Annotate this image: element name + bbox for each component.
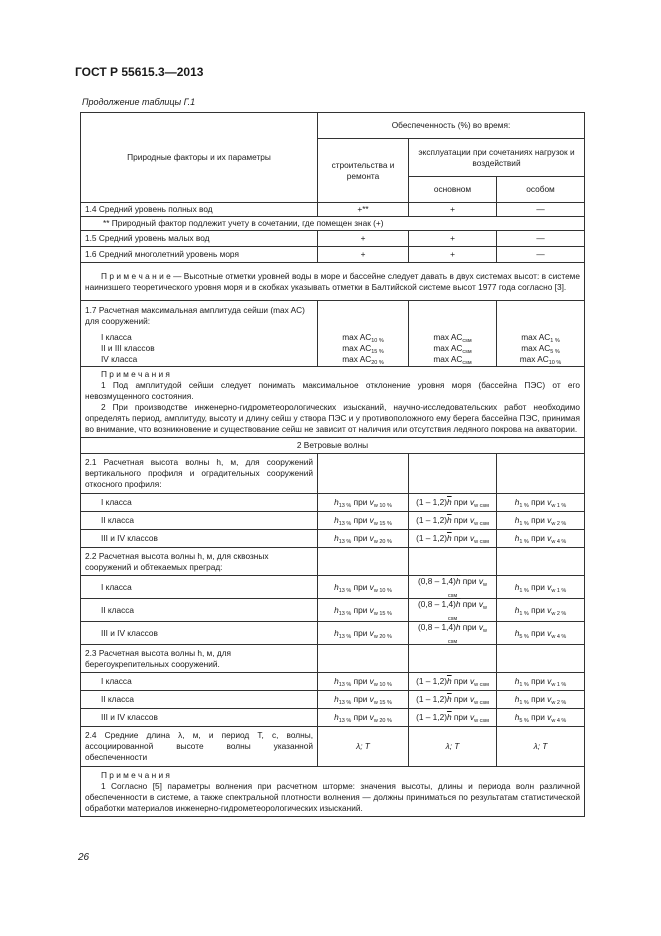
cell-2-3-2-b: $(1 - 1,2)\overline{h}$ при $v_{w csм}$ [409, 691, 497, 709]
cell-2-2-2-a: $h_{13 \%}$ при $v_{w 15 \%}$ [318, 599, 409, 622]
row-1-5-main: + [409, 231, 497, 247]
cell-2-2-1-c: $h_{1 \%}$ при $v_{w 1 \%}$ [497, 576, 585, 599]
header-construction: строительства и ремонта [318, 139, 409, 203]
cell-2-1-3-c: $h_{1 \%}$ при $v_{w 4 \%}$ [497, 530, 585, 548]
row-2-3-class-1: I класса [81, 673, 318, 691]
cell-2-3-3-b: $(1 - 1,2)\overline{h}$ при $v_{w csм}$ [409, 709, 497, 727]
cell-2-3-2-c: $h_{1 \%}$ при $v_{w 2 \%}$ [497, 691, 585, 709]
note-levels-text: — Высотные отметки уровней воды в море и бассейне следует давать в двух системах высот: в системе наинизшего теоретического уровня моря и в скобках указывать отметки в Балтийской системе высот 1977 года согласно [3]. [85, 270, 581, 292]
row-1-4-footnote: ** Природный фактор подлежит учету в сочетании, где помещен знак (+) [81, 217, 585, 231]
row-1-4-label: 1.4 Средний уровень полных вод [81, 203, 318, 217]
row-2-3-class-2: II класса [81, 691, 318, 709]
cell-2-1-2-a: $h_{13 \%}$ при $v_{w 15 \%}$ [318, 512, 409, 530]
notes-waves-1: 1 Согласно [5] параметры волнения при расчетном шторме: значения высоты, длины и периода волн различной обеспеченности в системе, а также спектральной плотности волнения — должны приниматься по результатам статистической обработки материалов инженерно-гидрометеорологических изысканий. [85, 780, 580, 813]
notes-seiche [81, 367, 585, 438]
cell-2-4-b: λ; T [409, 727, 497, 767]
section-wind-waves: 2 Ветровые волны [81, 438, 585, 454]
header-special: особом [497, 177, 585, 203]
row-1-5-special: — [497, 231, 585, 247]
cell-2-2-3-a: $h_{13 \%}$ при $v_{w 20 \%}$ [318, 622, 409, 645]
cell-2-1-2-b: $(1 - 1,2)\overline{h}$ при $v_{w csм}$ [409, 512, 497, 530]
row-1-7-main: $\max AC_{csм}$ $\max AC_{csм}$ $\max AC_{csм}$ [409, 331, 497, 367]
table-g1 [80, 112, 585, 817]
notes-seiche-2: 2 При производстве инженерно-гидрометеорологических изысканий, научно-исследовательских работ необходимо определять период, амплитуду, высоту и длину сейш у створа ПЭС и у противоположного ему берега бассейна ПЭС, принимая во внимание, что возникновение и существование сейш не зависит от наличия или отсутствия ледяного покрова на акватории. [85, 402, 580, 434]
row-1-4-special: — [497, 203, 585, 217]
row-1-6-label: 1.6 Средний многолетний уровень моря [81, 247, 318, 263]
cell-2-2-1-b: $(0,8 - 1,4)\overline{h}$ при $v_{w csм}$ [409, 576, 497, 599]
cell-2-3-1-a: $h_{13 \%}$ при $v_{w 10 \%}$ [318, 673, 409, 691]
header-factors: Природные факторы и их параметры [81, 113, 318, 203]
row-1-6-construction: + [318, 247, 409, 263]
cell-2-2-3-c: $h_{5 \%}$ при $v_{w 4 \%}$ [497, 622, 585, 645]
row-1-5-construction: + [318, 231, 409, 247]
notes-seiche-title: П р и м е ч а н и я [101, 369, 170, 379]
row-1-5-label: 1.5 Средний уровень малых вод [81, 231, 318, 247]
cell-2-3-1-c: $h_{1 \%}$ при $v_{w 1 \%}$ [497, 673, 585, 691]
cell-2-4-a: λ; T [318, 727, 409, 767]
row-1-6-main: + [409, 247, 497, 263]
cell-2-3-3-c: $h_{5 \%}$ при $v_{w 4 \%}$ [497, 709, 585, 727]
row-2-3-label: 2.3 Расчетная высота волны h, м, для берегоукрепительных сооружений. [81, 645, 318, 673]
class-1: I класса [101, 331, 132, 342]
header-operation: эксплуатации при сочетаниях нагрузок и воздействий [409, 139, 585, 177]
cell-2-1-2-c: $h_{1 \%}$ при $v_{w 2 \%}$ [497, 512, 585, 530]
notes-waves-title: П р и м е ч а н и я [101, 769, 170, 780]
row-2-1-class-2: II класса [81, 512, 318, 530]
cell-2-4-c: λ; T [497, 727, 585, 767]
notes-waves [81, 767, 585, 817]
document-code: ГОСТ Р 55615.3—2013 [75, 65, 204, 79]
row-1-4-construction: +** [318, 203, 409, 217]
row-1-7-classes [81, 331, 318, 367]
cell-2-3-3-a: $h_{13 \%}$ при $v_{w 20 \%}$ [318, 709, 409, 727]
row-1-4-main: + [409, 203, 497, 217]
row-1-7-label: 1.7 Расчетная максимальная амплитуда сейши (max AC) для сооружений: [81, 301, 318, 331]
row-2-2-label: 2.2 Расчетная высота волны h, м, для сквозных сооружений и обтекаемых преград: [81, 548, 318, 576]
row-2-2-class-3-4: III и IV классов [81, 622, 318, 645]
cell-2-3-2-a: $h_{13 \%}$ при $v_{w 15 \%}$ [318, 691, 409, 709]
cell-2-3-1-b: $(1 - 1,2)\overline{h}$ при $v_{w csм}$ [409, 673, 497, 691]
class-4: IV класса [101, 353, 138, 364]
row-1-7-special: $\max AC_{1 \%}$ $\max AC_{5 \%}$ $\max AC_{10 \%}$ [497, 331, 585, 367]
class-2-3: II и III классов [101, 342, 155, 353]
row-1-6-special: — [497, 247, 585, 263]
table-continuation-caption: Продолжение таблицы Г.1 [82, 97, 196, 107]
cell-2-2-2-b: $(0,8 - 1,4)\overline{h}$ при $v_{w csм}$ [409, 599, 497, 622]
cell-2-1-3-a: $h_{13 \%}$ при $v_{w 20 \%}$ [318, 530, 409, 548]
row-2-4-label: 2.4 Средние длина λ, м, и период T, с, волны, ассоциированной высоте волны указанной обеспеченности [81, 727, 318, 767]
header-main: основном [409, 177, 497, 203]
note-levels-title: П р и м е ч а н и е [101, 270, 171, 281]
header-provision: Обеспеченность (%) во время: [318, 113, 585, 139]
note-levels [81, 263, 585, 301]
row-2-1-class-3-4: III и IV классов [81, 530, 318, 548]
row-2-2-class-2: II класса [81, 599, 318, 622]
cell-2-2-1-a: $h_{13 \%}$ при $v_{w 10 \%}$ [318, 576, 409, 599]
cell-2-2-2-c: $h_{1 \%}$ при $v_{w 2 \%}$ [497, 599, 585, 622]
cell-2-1-3-b: $(1 - 1,2)\overline{h}$ при $v_{w csм}$ [409, 530, 497, 548]
notes-seiche-1: 1 Под амплитудой сейши следует понимать максимальное отклонение уровня моря (бассейна ПЭС) от его невозмущенного состояния. [85, 380, 580, 401]
row-2-1-label: 2.1 Расчетная высота волны h, м, для сооружений вертикального профиля и оградительных сооружений откосного профиля: [81, 454, 318, 494]
row-2-2-class-1: I класса [81, 576, 318, 599]
cell-2-1-1-a: $h_{13 \%}$ при $v_{w 10 \%}$ [318, 494, 409, 512]
page-number: 26 [78, 852, 90, 863]
cell-2-1-1-b: $(1 - 1,2)\overline{h}$ при $v_{w csм}$ [409, 494, 497, 512]
row-2-3-class-3-4: III и IV классов [81, 709, 318, 727]
cell-2-1-1-c: $h_{1 \%}$ при $v_{w 1 \%}$ [497, 494, 585, 512]
row-2-1-class-1: I класса [81, 494, 318, 512]
row-1-7-construction: $\max AC_{10 \%}$ $\max AC_{15 \%}$ $\max AC_{20 \%}$ [318, 331, 409, 367]
cell-2-2-3-b: $(0,8 - 1,4)\overline{h}$ при $v_{w csм}$ [409, 622, 497, 645]
